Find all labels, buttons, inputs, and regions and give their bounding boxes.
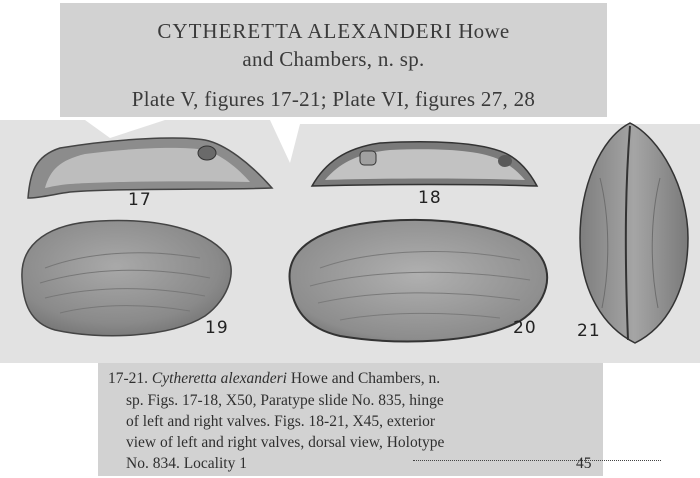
plate-references: Plate V, figures 17-21; Plate VI, figures 27, 28 (131, 87, 536, 111)
species-title-continued: and Chambers, n. sp. (242, 47, 425, 71)
caption-species: Cytheretta alexanderi (151, 370, 287, 387)
caption-line-5: No. 834. Locality 1 (126, 455, 247, 472)
caption-line-1-rest: Howe and Chambers, n. (290, 370, 441, 387)
figure-19-exterior-left-valve (22, 221, 231, 336)
caption-lead: 17-21. (108, 370, 149, 387)
caption-line-2: sp. Figs. 17-18, X50, Paratype slide No. 835, hinge (126, 392, 444, 409)
figure-caption (98, 363, 603, 476)
figure-label-19: 19 (205, 318, 229, 338)
page-number: 45 (576, 455, 592, 472)
caption-line-1 (108, 371, 440, 387)
species-name: CYTHERETTA ALEXANDERI (157, 19, 453, 43)
figure-label-18: 18 (418, 188, 442, 208)
species-title (60, 21, 607, 42)
figure-label-20: 20 (513, 318, 537, 338)
figure-label-21: 21 (577, 321, 601, 341)
figure-plate (0, 118, 700, 363)
author-first: Howe (458, 19, 510, 43)
header-panel (60, 3, 607, 117)
figure-label-17: 17 (128, 190, 152, 210)
dot-leader (413, 460, 661, 461)
figure-20-exterior-right-valve (290, 220, 548, 342)
caption-line-4: view of left and right valves, dorsal view, Holotype (126, 434, 445, 451)
caption-line-3: of left and right valves. Figs. 18-21, X45, exterior (126, 413, 436, 430)
